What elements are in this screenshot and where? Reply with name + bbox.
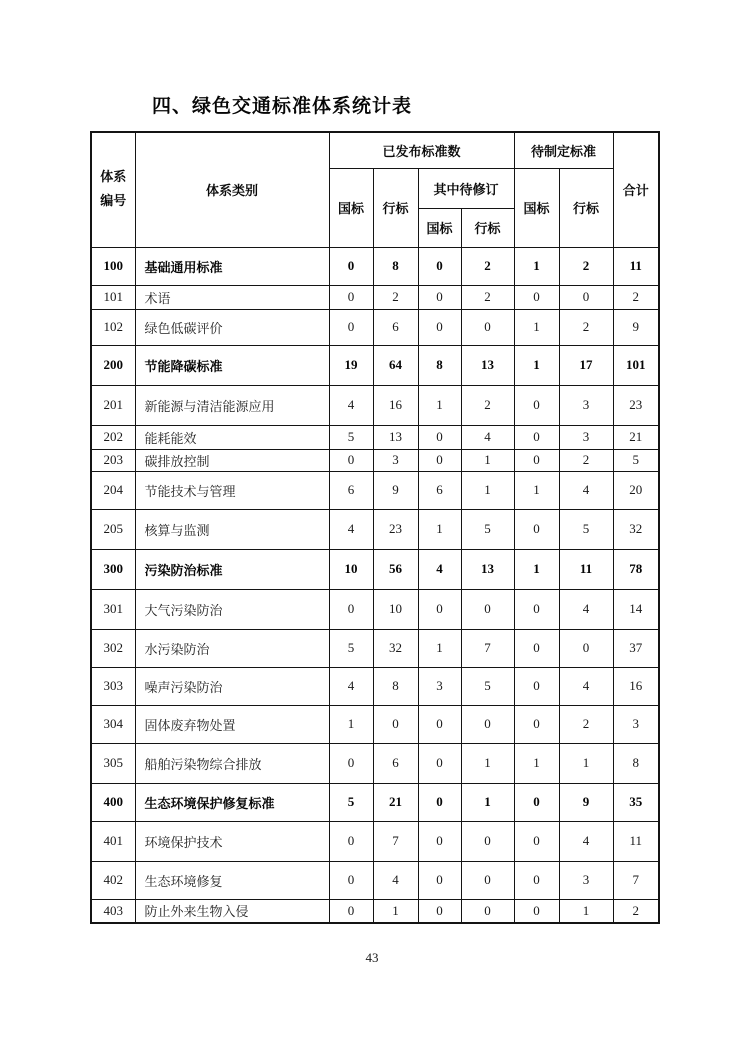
category-cell: 固体废弃物处置	[135, 705, 329, 743]
table-row	[91, 509, 659, 549]
value-cell: 4	[559, 667, 613, 705]
value-cell: 0	[461, 821, 514, 861]
table-row	[91, 385, 659, 425]
value-cell: 2	[461, 285, 514, 309]
value-cell: 3	[373, 449, 418, 471]
value-cell: 0	[418, 899, 461, 923]
header-system-code-line2: 编号	[100, 193, 127, 209]
value-cell: 0	[461, 589, 514, 629]
value-cell: 0	[418, 821, 461, 861]
value-cell: 0	[418, 861, 461, 899]
system-code-cell: 402	[91, 861, 135, 899]
value-cell: 1	[514, 247, 559, 285]
value-cell: 5	[329, 425, 373, 449]
value-cell: 13	[461, 549, 514, 589]
system-code-cell: 102	[91, 309, 135, 345]
value-cell: 3	[559, 861, 613, 899]
table-body	[91, 247, 659, 923]
system-code-cell: 101	[91, 285, 135, 309]
value-cell: 0	[418, 743, 461, 783]
category-cell: 环境保护技术	[135, 821, 329, 861]
value-cell: 4	[329, 385, 373, 425]
header-pending-industry: 行标	[559, 168, 613, 247]
value-cell: 2	[559, 449, 613, 471]
value-cell: 1	[418, 509, 461, 549]
value-cell: 6	[373, 309, 418, 345]
value-cell: 0	[329, 899, 373, 923]
value-cell: 21	[373, 783, 418, 821]
category-cell: 生态环境保护修复标准	[135, 783, 329, 821]
total-cell: 7	[613, 861, 659, 899]
value-cell: 0	[329, 309, 373, 345]
value-cell: 1	[418, 385, 461, 425]
value-cell: 11	[559, 549, 613, 589]
category-cell: 节能降碳标准	[135, 345, 329, 385]
table-row	[91, 589, 659, 629]
total-cell: 37	[613, 629, 659, 667]
table-row	[91, 345, 659, 385]
value-cell: 5	[461, 667, 514, 705]
total-cell: 2	[613, 285, 659, 309]
table-row	[91, 471, 659, 509]
value-cell: 13	[373, 425, 418, 449]
value-cell: 7	[461, 629, 514, 667]
value-cell: 8	[373, 247, 418, 285]
value-cell: 0	[418, 589, 461, 629]
header-published-national: 国标	[329, 168, 373, 247]
total-cell: 11	[613, 821, 659, 861]
value-cell: 6	[329, 471, 373, 509]
total-cell: 20	[613, 471, 659, 509]
value-cell: 0	[514, 285, 559, 309]
value-cell: 10	[373, 589, 418, 629]
value-cell: 0	[514, 509, 559, 549]
value-cell: 9	[559, 783, 613, 821]
value-cell: 1	[418, 629, 461, 667]
total-cell: 3	[613, 705, 659, 743]
value-cell: 1	[461, 783, 514, 821]
table-row	[91, 247, 659, 285]
header-system-code-line1: 体系	[100, 169, 127, 185]
value-cell: 0	[418, 309, 461, 345]
value-cell: 32	[373, 629, 418, 667]
value-cell: 1	[514, 549, 559, 589]
value-cell: 0	[418, 425, 461, 449]
value-cell: 0	[514, 589, 559, 629]
header-system-code	[91, 132, 135, 247]
header-published-industry: 行标	[373, 168, 418, 247]
total-cell: 2	[613, 899, 659, 923]
table-row	[91, 309, 659, 345]
value-cell: 0	[461, 861, 514, 899]
value-cell: 1	[514, 345, 559, 385]
total-cell: 9	[613, 309, 659, 345]
value-cell: 6	[373, 743, 418, 783]
value-cell: 23	[373, 509, 418, 549]
category-cell: 大气污染防治	[135, 589, 329, 629]
value-cell: 6	[418, 471, 461, 509]
table-row	[91, 667, 659, 705]
value-cell: 2	[373, 285, 418, 309]
value-cell: 1	[461, 449, 514, 471]
system-code-cell: 305	[91, 743, 135, 783]
value-cell: 0	[329, 285, 373, 309]
value-cell: 13	[461, 345, 514, 385]
system-code-cell: 300	[91, 549, 135, 589]
category-cell: 噪声污染防治	[135, 667, 329, 705]
value-cell: 0	[418, 247, 461, 285]
value-cell: 3	[559, 425, 613, 449]
total-cell: 21	[613, 425, 659, 449]
value-cell: 19	[329, 345, 373, 385]
value-cell: 0	[418, 705, 461, 743]
total-cell: 16	[613, 667, 659, 705]
value-cell: 4	[418, 549, 461, 589]
table-row	[91, 821, 659, 861]
value-cell: 1	[559, 899, 613, 923]
total-cell: 11	[613, 247, 659, 285]
table-row	[91, 743, 659, 783]
system-code-cell: 201	[91, 385, 135, 425]
value-cell: 5	[329, 783, 373, 821]
value-cell: 0	[514, 385, 559, 425]
value-cell: 10	[329, 549, 373, 589]
header-revision-industry: 行标	[461, 208, 514, 247]
table-row	[91, 549, 659, 589]
table-row	[91, 449, 659, 471]
value-cell: 4	[329, 667, 373, 705]
value-cell: 3	[559, 385, 613, 425]
value-cell: 2	[559, 247, 613, 285]
value-cell: 5	[461, 509, 514, 549]
total-cell: 32	[613, 509, 659, 549]
page-number: 43	[365, 950, 379, 965]
category-cell: 污染防治标准	[135, 549, 329, 589]
value-cell: 3	[418, 667, 461, 705]
value-cell: 1	[461, 743, 514, 783]
system-code-cell: 303	[91, 667, 135, 705]
system-code-cell: 304	[91, 705, 135, 743]
value-cell: 0	[329, 861, 373, 899]
value-cell: 0	[514, 783, 559, 821]
value-cell: 4	[559, 589, 613, 629]
value-cell: 0	[514, 667, 559, 705]
category-cell: 节能技术与管理	[135, 471, 329, 509]
value-cell: 0	[514, 861, 559, 899]
system-code-cell: 200	[91, 345, 135, 385]
category-cell: 生态环境修复	[135, 861, 329, 899]
value-cell: 2	[461, 385, 514, 425]
system-code-cell: 204	[91, 471, 135, 509]
value-cell: 1	[329, 705, 373, 743]
value-cell: 7	[373, 821, 418, 861]
total-cell: 5	[613, 449, 659, 471]
category-cell: 基础通用标准	[135, 247, 329, 285]
category-cell: 绿色低碳评价	[135, 309, 329, 345]
category-cell: 术语	[135, 285, 329, 309]
value-cell: 8	[373, 667, 418, 705]
header-revision-group: 其中待修订	[418, 168, 514, 208]
category-cell: 船舶污染物综合排放	[135, 743, 329, 783]
value-cell: 4	[329, 509, 373, 549]
value-cell: 0	[559, 629, 613, 667]
header-total: 合计	[613, 132, 659, 247]
value-cell: 1	[514, 471, 559, 509]
value-cell: 2	[461, 247, 514, 285]
value-cell: 0	[461, 705, 514, 743]
value-cell: 0	[514, 629, 559, 667]
value-cell: 1	[514, 309, 559, 345]
value-cell: 0	[559, 285, 613, 309]
table-row	[91, 705, 659, 743]
value-cell: 1	[514, 743, 559, 783]
value-cell: 56	[373, 549, 418, 589]
value-cell: 0	[329, 589, 373, 629]
value-cell: 0	[329, 449, 373, 471]
value-cell: 17	[559, 345, 613, 385]
total-cell: 14	[613, 589, 659, 629]
total-cell: 23	[613, 385, 659, 425]
statistics-table	[90, 131, 660, 924]
table-row	[91, 285, 659, 309]
table-row	[91, 629, 659, 667]
value-cell: 9	[373, 471, 418, 509]
value-cell: 0	[418, 285, 461, 309]
value-cell: 0	[514, 821, 559, 861]
total-cell: 35	[613, 783, 659, 821]
value-cell: 0	[418, 449, 461, 471]
category-cell: 水污染防治	[135, 629, 329, 667]
total-cell: 78	[613, 549, 659, 589]
total-cell: 101	[613, 345, 659, 385]
value-cell: 0	[514, 449, 559, 471]
value-cell: 0	[329, 821, 373, 861]
header-published-group: 已发布标准数	[329, 132, 514, 168]
header-pending-national: 国标	[514, 168, 559, 247]
system-code-cell: 302	[91, 629, 135, 667]
value-cell: 0	[373, 705, 418, 743]
value-cell: 1	[373, 899, 418, 923]
system-code-cell: 301	[91, 589, 135, 629]
category-cell: 碳排放控制	[135, 449, 329, 471]
value-cell: 4	[559, 821, 613, 861]
table-row	[91, 861, 659, 899]
total-cell: 8	[613, 743, 659, 783]
table-row	[91, 899, 659, 923]
system-code-cell: 401	[91, 821, 135, 861]
value-cell: 16	[373, 385, 418, 425]
value-cell: 0	[514, 899, 559, 923]
system-code-cell: 202	[91, 425, 135, 449]
category-cell: 防止外来生物入侵	[135, 899, 329, 923]
table-row	[91, 425, 659, 449]
table-row	[91, 783, 659, 821]
value-cell: 5	[329, 629, 373, 667]
system-code-cell: 400	[91, 783, 135, 821]
value-cell: 0	[329, 743, 373, 783]
system-code-cell: 203	[91, 449, 135, 471]
header-pending-group: 待制定标准	[514, 132, 613, 168]
value-cell: 1	[559, 743, 613, 783]
category-cell: 新能源与清洁能源应用	[135, 385, 329, 425]
value-cell: 1	[461, 471, 514, 509]
value-cell: 0	[329, 247, 373, 285]
value-cell: 4	[559, 471, 613, 509]
header-revision-national: 国标	[418, 208, 461, 247]
value-cell: 4	[461, 425, 514, 449]
value-cell: 2	[559, 309, 613, 345]
system-code-cell: 403	[91, 899, 135, 923]
value-cell: 0	[514, 705, 559, 743]
value-cell: 4	[373, 861, 418, 899]
value-cell: 0	[514, 425, 559, 449]
value-cell: 5	[559, 509, 613, 549]
value-cell: 0	[461, 899, 514, 923]
header-category: 体系类别	[135, 132, 329, 247]
system-code-cell: 100	[91, 247, 135, 285]
category-cell: 能耗能效	[135, 425, 329, 449]
value-cell: 8	[418, 345, 461, 385]
value-cell: 2	[559, 705, 613, 743]
page-title: 四、绿色交通标准体系统计表	[152, 95, 413, 117]
category-cell: 核算与监测	[135, 509, 329, 549]
system-code-cell: 205	[91, 509, 135, 549]
value-cell: 0	[461, 309, 514, 345]
value-cell: 64	[373, 345, 418, 385]
value-cell: 0	[418, 783, 461, 821]
